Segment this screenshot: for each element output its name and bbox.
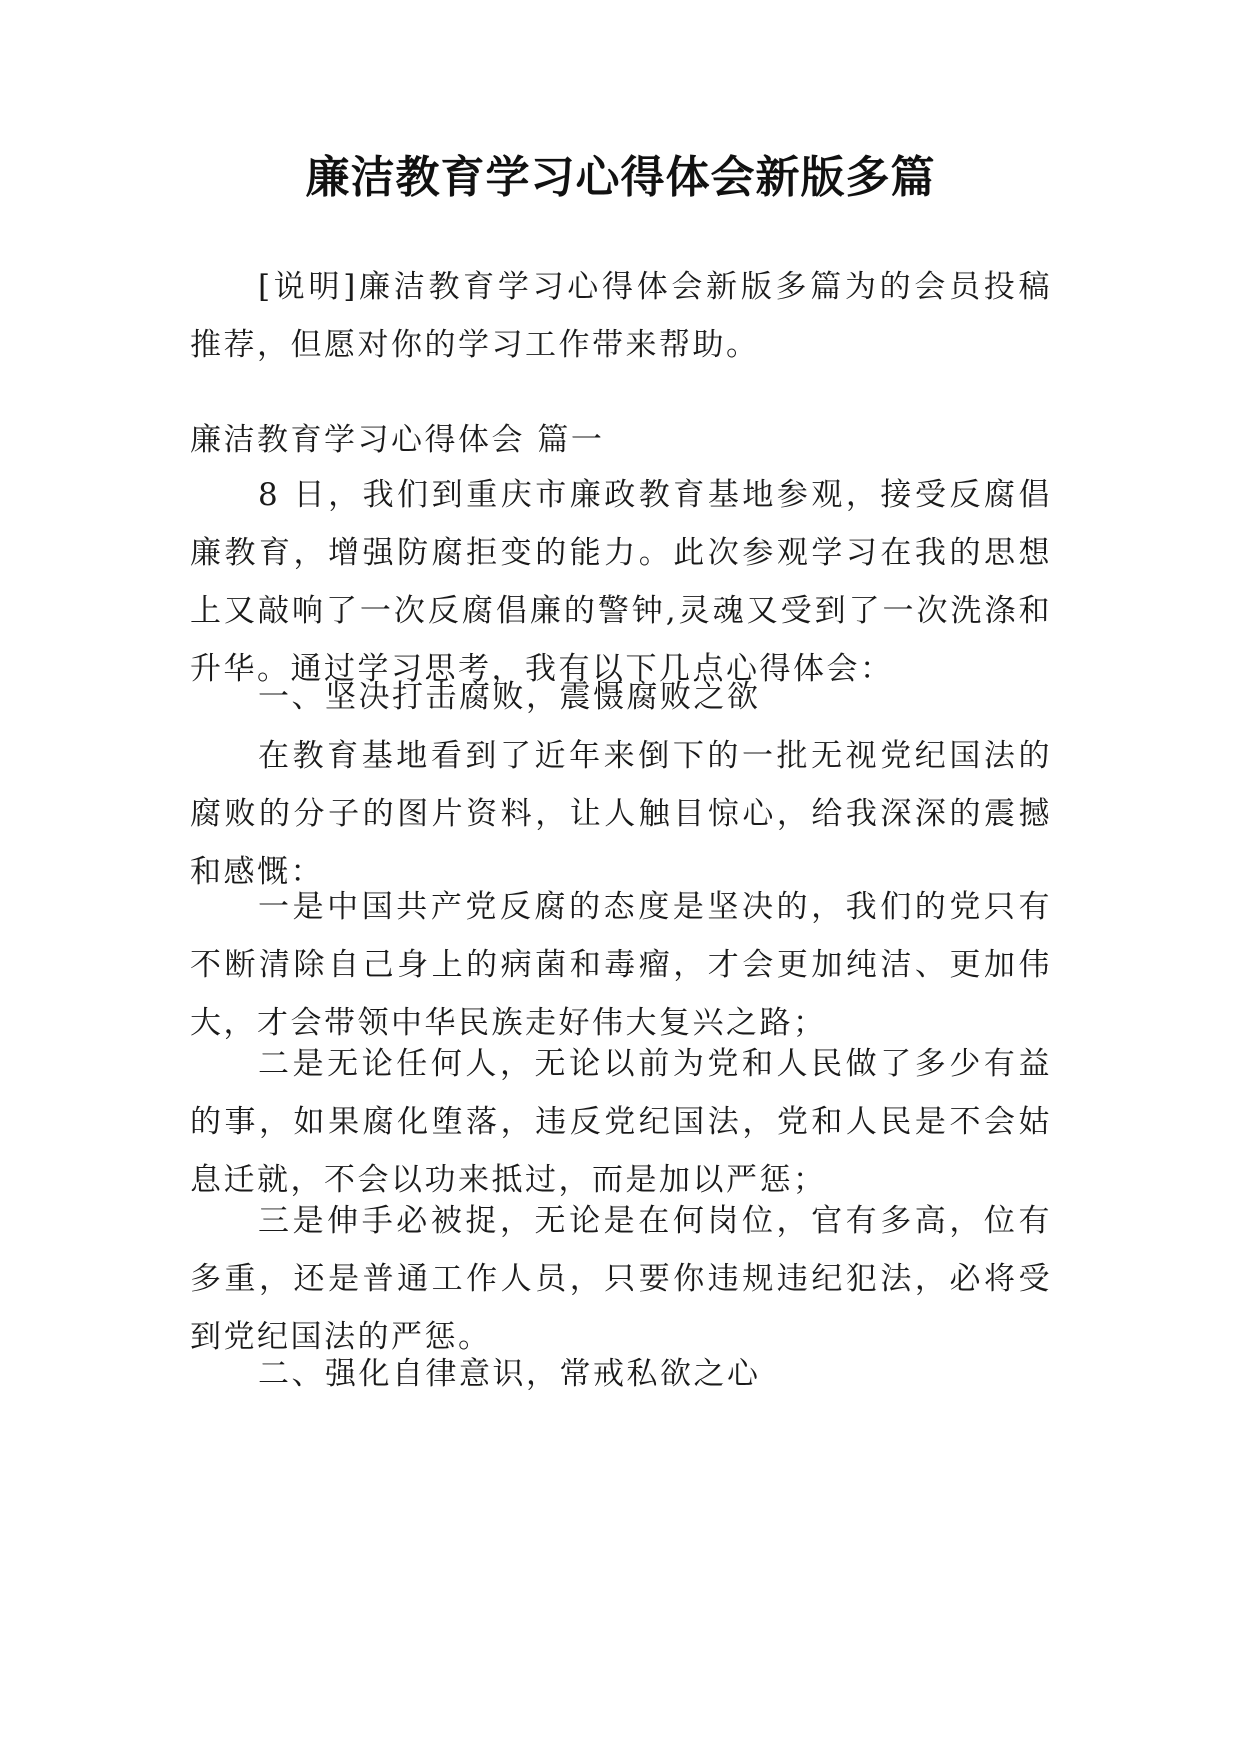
subheading: 二、强化自律意识，常戒私欲之心	[258, 1356, 761, 1392]
paragraph: 8 日，我们到重庆市廉政教育基地参观，接受反腐倡廉教育，增强防腐拒变的能力。此次参观学习在我的思想上又敲响了一次反腐倡廉的警钟,灵魂又受到了一次洗涤和升华。通过学习思考，我有以下几点心得体会：	[190, 477, 1052, 687]
paragraph: 二是无论任何人，无论以前为党和人民做了多少有益的事，如果腐化堕落，违反党纪国法，党和人民是不会姑息迁就，不会以功来抵过，而是加以严惩；	[190, 1046, 1052, 1198]
section-heading: 廉洁教育学习心得体会 篇一	[190, 422, 605, 458]
paragraph: 三是伸手必被捉，无论是在何岗位，官有多高，位有多重，还是普通工作人员，只要你违规违纪犯法，必将受到党纪国法的严惩。	[190, 1203, 1052, 1355]
subheading: 一、坚决打击腐败，震慑腐败之欲	[258, 679, 761, 715]
document-title: 廉洁教育学习心得体会新版多篇	[305, 152, 936, 203]
paragraph: 一是中国共产党反腐的态度是坚决的，我们的党只有不断清除自己身上的病菌和毒瘤，才会更加纯洁、更加伟大，才会带领中华民族走好伟大复兴之路；	[190, 889, 1052, 1041]
paragraph: 在教育基地看到了近年来倒下的一批无视党纪国法的腐败的分子的图片资料，让人触目惊心，给我深深的震撼和感慨：	[190, 738, 1052, 890]
intro-paragraph: [说明]廉洁教育学习心得体会新版多篇为的会员投稿推荐，但愿对你的学习工作带来帮助。	[190, 269, 1052, 363]
